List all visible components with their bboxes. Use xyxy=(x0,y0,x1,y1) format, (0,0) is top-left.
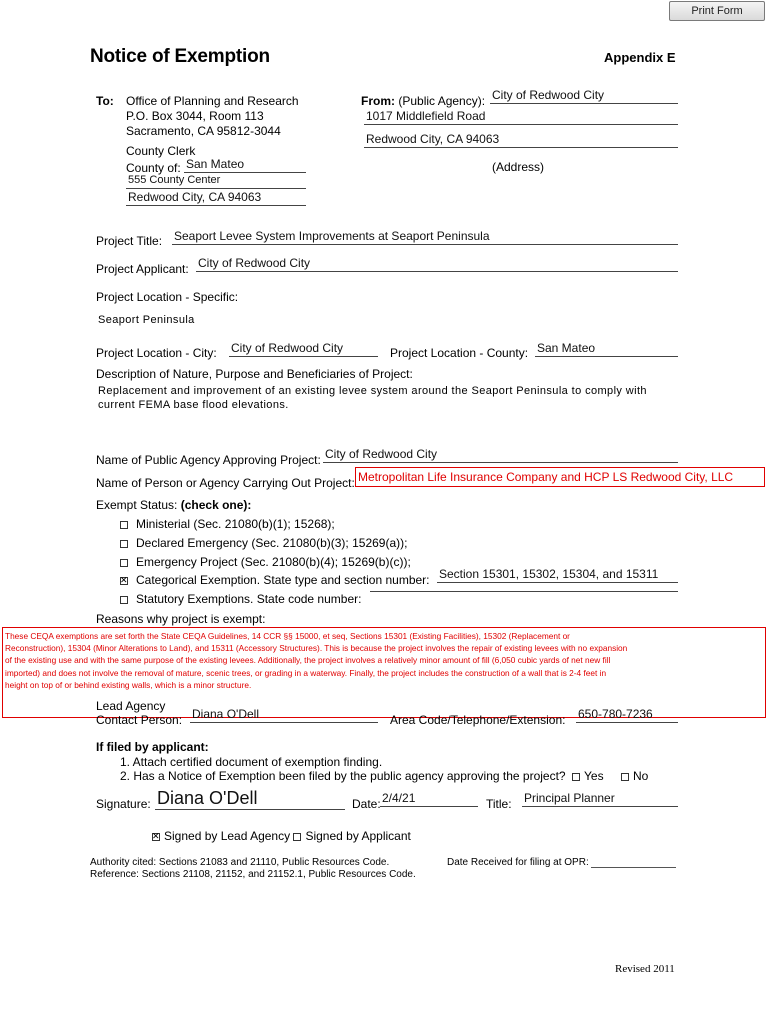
location-city-label: Project Location - City: xyxy=(96,346,217,360)
signature-label: Signature: xyxy=(96,797,151,811)
description-line: current FEMA base flood elevations. xyxy=(98,399,289,411)
date-field[interactable]: 2/4/21 xyxy=(380,791,478,807)
location-specific-label: Project Location - Specific: xyxy=(96,290,239,304)
signed-lead-checkbox[interactable] xyxy=(152,833,160,841)
reasons-line: These CEQA exemptions are set forth the State CEQA Guidelines, 14 CCR §§ 15000, et seq, Sections 15301 (Existing Facilities), 15302 (Replacement or xyxy=(5,631,570,641)
filed-no-option[interactable] xyxy=(621,769,648,784)
project-title-label: Project Title: xyxy=(96,234,163,248)
phone-field[interactable]: 650-780-7236 xyxy=(576,707,678,723)
county-clerk-label: County Clerk xyxy=(126,144,196,158)
from-label: From: xyxy=(361,94,395,108)
from-label-group xyxy=(361,94,485,109)
filed-item-1: 1. Attach certified document of exemption finding. xyxy=(120,755,383,769)
project-applicant-label: Project Applicant: xyxy=(96,262,189,276)
phone-label: Area Code/Telephone/Extension: xyxy=(390,713,566,727)
description-line: Replacement and improvement of an existing levee system around the Seaport Peninsula to comply with xyxy=(98,385,647,397)
signature-field[interactable]: Diana O'Dell xyxy=(155,787,345,810)
authority-cited: Authority cited: Sections 21083 and 21110, Public Resources Code. xyxy=(90,857,390,868)
to-line: Office of Planning and Research xyxy=(126,94,299,108)
reasons-label: Reasons why project is exempt: xyxy=(96,612,266,626)
carrying-out-field[interactable]: Metropolitan Life Insurance Company and HCP LS Redwood City, LLC xyxy=(355,467,765,487)
to-line: P.O. Box 3044, Room 113 xyxy=(126,109,264,123)
statutory-checkbox[interactable] xyxy=(120,596,128,604)
from-address2-field[interactable]: Redwood City, CA 94063 xyxy=(364,132,678,148)
county-address1-field[interactable]: 555 County Center xyxy=(126,173,306,189)
to-address-block xyxy=(126,94,299,139)
county-field[interactable]: San Mateo xyxy=(184,157,306,173)
from-address1-field[interactable]: 1017 Middlefield Road xyxy=(364,109,678,125)
location-city-field[interactable]: City of Redwood City xyxy=(229,341,378,357)
filed-item-2: 2. Has a Notice of Exemption been filed by the public agency approving the project? xyxy=(120,769,566,783)
title-field[interactable]: Principal Planner xyxy=(522,791,678,807)
project-applicant-field[interactable]: City of Redwood City xyxy=(196,256,678,272)
date-received-field[interactable] xyxy=(591,855,676,868)
date-label: Date: xyxy=(352,797,381,811)
exempt-option-statutory[interactable] xyxy=(120,592,361,607)
from-agency-field[interactable]: City of Redwood City xyxy=(490,88,678,104)
no-checkbox[interactable] xyxy=(621,773,629,781)
declared-emergency-checkbox[interactable] xyxy=(120,540,128,548)
contact-person-field[interactable]: Diana O'Dell xyxy=(190,707,378,723)
filed-by-applicant-heading: If filed by applicant: xyxy=(96,740,209,754)
description-label: Description of Nature, Purpose and Beneficiaries of Project: xyxy=(96,367,413,381)
exempt-option-label: Declared Emergency (Sec. 21080(b)(3); 15269(a)); xyxy=(136,536,408,550)
signed-lead-label: Signed by Lead Agency xyxy=(164,829,291,843)
signed-applicant-checkbox[interactable] xyxy=(293,833,301,841)
project-title-field[interactable]: Seaport Levee System Improvements at Seaport Peninsula xyxy=(172,229,678,245)
categorical-section-field[interactable]: Section 15301, 15302, 15304, and 15311 xyxy=(437,567,678,583)
appendix-label: Appendix E xyxy=(604,50,676,65)
county-address2-field[interactable]: Redwood City, CA 94063 xyxy=(126,190,306,206)
location-county-label: Project Location - County: xyxy=(390,346,529,360)
revised-label: Revised 2011 xyxy=(615,963,675,975)
page-title: Notice of Exemption xyxy=(90,46,270,67)
exempt-option-label: Ministerial (Sec. 21080(b)(1); 15268); xyxy=(136,517,335,531)
approving-agency-field[interactable]: City of Redwood City xyxy=(323,447,678,463)
reasons-line: height on top of or behind existing walls, which is a minor structure. xyxy=(5,679,252,690)
signed-applicant-option[interactable] xyxy=(293,829,410,843)
lead-agency-label: Lead Agency xyxy=(96,699,166,713)
to-line: Sacramento, CA 95812-3044 xyxy=(126,124,281,138)
print-form-button[interactable]: Print Form xyxy=(669,1,765,21)
date-received-label: Date Received for filing at OPR: xyxy=(447,857,589,868)
check-one-label: (check one): xyxy=(180,498,252,512)
no-label: No xyxy=(633,769,649,783)
exempt-option-categorical[interactable] xyxy=(120,573,430,588)
categorical-checkbox[interactable] xyxy=(120,577,128,585)
to-label: To: xyxy=(96,94,114,108)
exempt-option-declared-emergency[interactable] xyxy=(120,536,407,551)
reasons-line: of the existing use and with the same purpose of the existing levees. Additionally, the project involves a relatively minor amount of fill (6,050 cubic yards of net new fill xyxy=(5,655,611,666)
address-caption: (Address) xyxy=(492,160,545,174)
filed-yes-option[interactable] xyxy=(572,769,604,784)
signed-lead-option[interactable] xyxy=(152,829,290,843)
reasons-line: imported) and does not involve the removal of mature, scenic trees, or grading in a waterway. Finally, the project includes the construction of a wall that is 2-4 feet in xyxy=(5,667,607,678)
exempt-option-emergency-project[interactable] xyxy=(120,555,411,570)
ministerial-checkbox[interactable] xyxy=(120,521,128,529)
exempt-option-label: Categorical Exemption. State type and section number: xyxy=(136,573,430,587)
location-county-field[interactable]: San Mateo xyxy=(535,341,678,357)
description-field[interactable] xyxy=(98,384,647,412)
yes-checkbox[interactable] xyxy=(572,773,580,781)
reasons-line: Reconstruction), 15304 (Minor Alterations to Land), and 15311 (Accessory Structures). This is because the project involves the repair of existing levees with no expansion xyxy=(5,643,628,654)
approving-agency-label: Name of Public Agency Approving Project: xyxy=(96,453,321,467)
exempt-option-label: Statutory Exemptions. State code number: xyxy=(136,592,362,606)
exempt-status-label: Exempt Status: xyxy=(96,498,178,512)
yes-label: Yes xyxy=(584,769,604,783)
reference-text: Reference: Sections 21108, 21152, and 21152.1, Public Resources Code. xyxy=(90,869,416,880)
county-of-label: County of: xyxy=(126,161,181,175)
exempt-option-label: Emergency Project (Sec. 21080(b)(4); 15269(b)(c)); xyxy=(136,555,411,569)
statutory-code-field[interactable] xyxy=(370,591,678,592)
exempt-status-group xyxy=(96,498,251,513)
carrying-out-label: Name of Person or Agency Carrying Out Project: xyxy=(96,476,355,490)
from-sublabel: (Public Agency): xyxy=(398,94,486,108)
emergency-project-checkbox[interactable] xyxy=(120,559,128,567)
exempt-option-ministerial[interactable] xyxy=(120,517,335,532)
signed-applicant-label: Signed by Applicant xyxy=(305,829,411,843)
location-specific-field[interactable]: Seaport Peninsula xyxy=(98,314,195,326)
contact-person-label: Contact Person: xyxy=(96,713,183,727)
title-label: Title: xyxy=(486,797,512,811)
signed-by-group xyxy=(152,829,411,844)
